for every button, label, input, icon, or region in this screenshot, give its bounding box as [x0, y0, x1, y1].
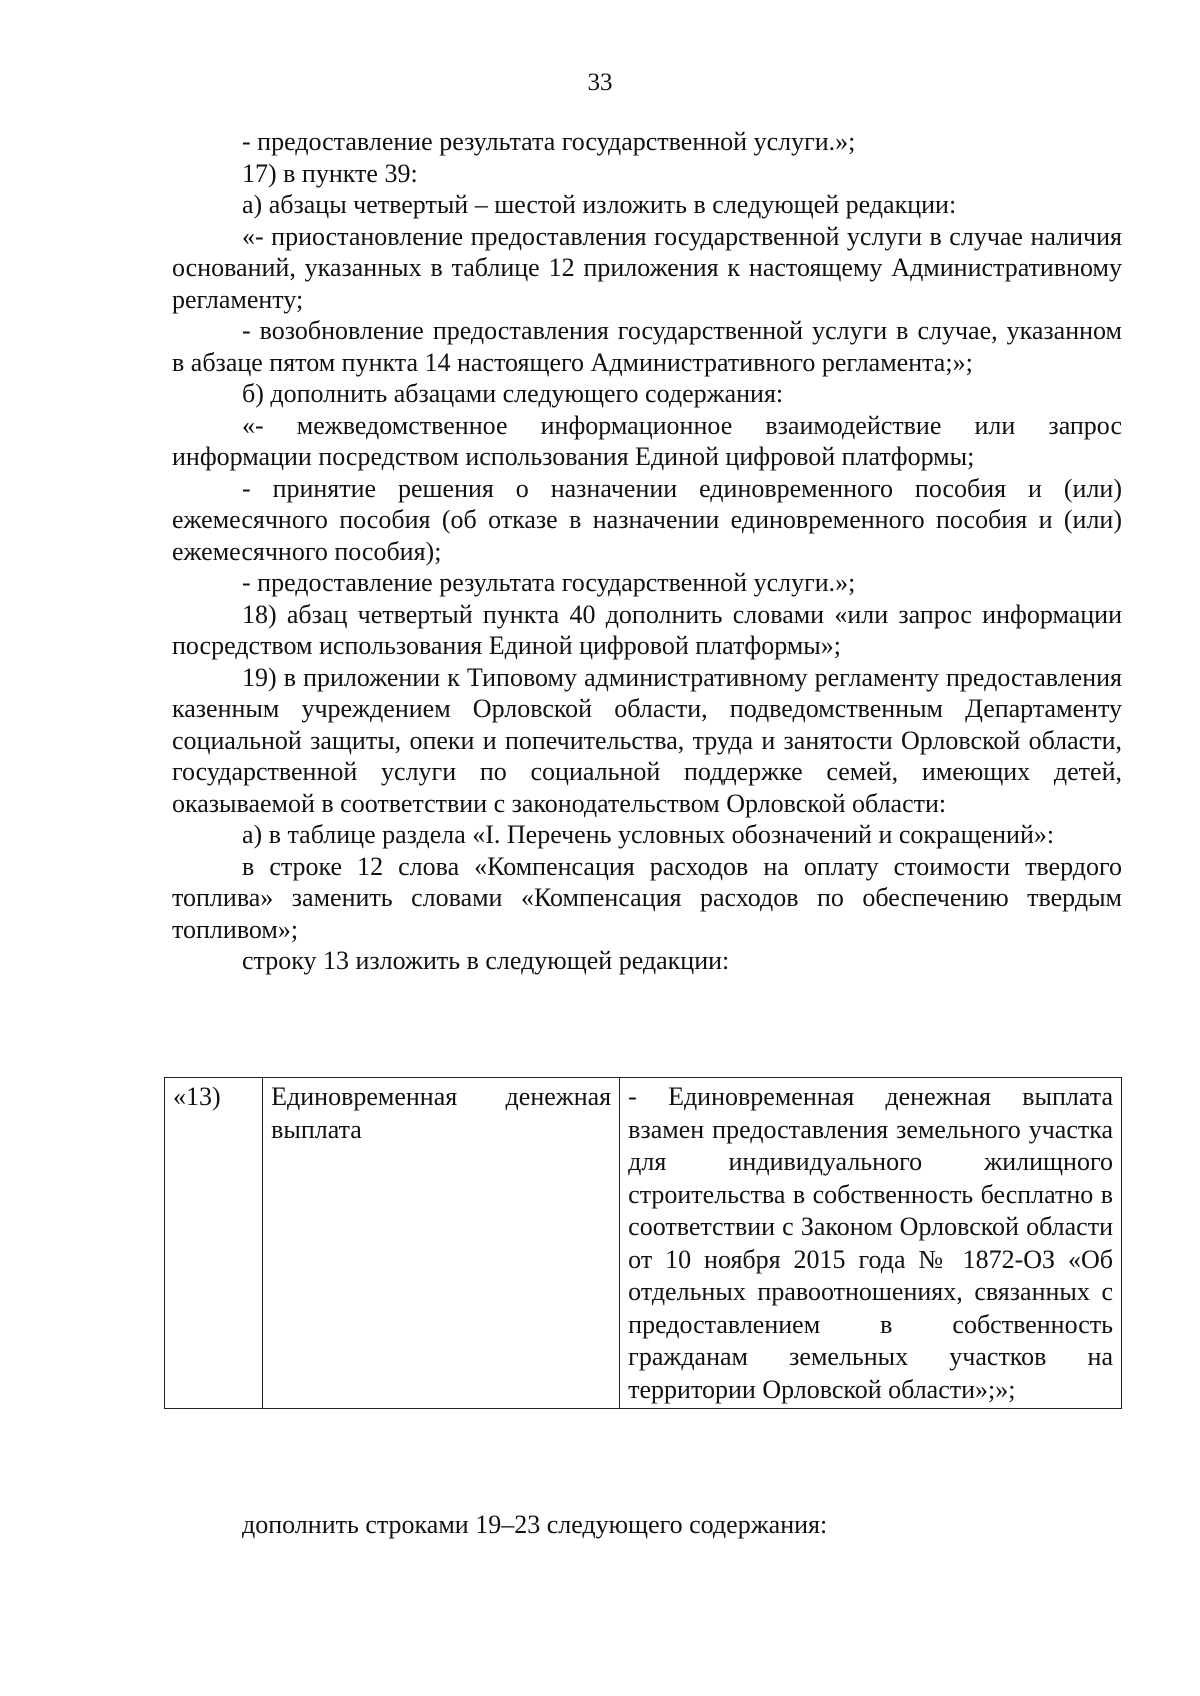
paragraph: - предоставление результата государственной услуги.»; — [242, 127, 856, 156]
paragraph: строку 13 изложить в следующей редакции: — [242, 946, 730, 975]
paragraph: 17) в пункте 39: — [242, 158, 418, 188]
paragraph: - предоставление результата государственной услуги.»; — [242, 568, 856, 597]
paragraph: а) абзацы четвертый – шестой изложить в следующей редакции: — [242, 190, 957, 219]
paragraph: - возобновление предоставления государственной услуги в случае, указанном в абзаце пятом пункта 14 настоящего Административного регламента;»; — [172, 316, 1122, 377]
document-body — [172, 126, 1122, 977]
amendment-table — [164, 1077, 1122, 1409]
paragraph: 18) абзац четвертый пункта 40 дополнить словами «или запрос информации посредством использования Единой цифровой платформы»; — [172, 599, 1122, 660]
page-number: 33 — [587, 69, 613, 96]
paragraph: «- межведомственное информационное взаимодействие или запрос информации посредством использования Единой цифровой платформы; — [172, 410, 1122, 471]
row-number-cell: «13) — [165, 1078, 263, 1409]
closing-paragraph: дополнить строками 19–23 следующего содержания: — [242, 1510, 828, 1539]
paragraph: а) в таблице раздела «I. Перечень условных обозначений и сокращений»: — [242, 820, 1055, 849]
paragraph: «- приостановление предоставления государственной услуги в случае наличия оснований, указанных в таблице 12 приложения к настоящему Административному регламенту; — [172, 221, 1122, 314]
row-name-cell: Единовременная денежная выплата — [263, 1078, 620, 1409]
paragraph: 19) в приложении к Типовому административному регламенту предоставления казенным учреждением Орловской области, подведомственным Департаменту социальной защиты, опеки и попечительства, труда и занятости Орловской области, государственной услуги по социальной поддержке семей, имеющих детей, оказываемой в соответствии с законодательством Орловской области: — [172, 662, 1122, 818]
paragraph: б) дополнить абзацами следующего содержания: — [242, 379, 784, 408]
row-description-cell: - Единовременная денежная выплата взамен предоставления земельного участка для индивидуального жилищного строительства в собственность бесплатно в соответствии с Законом Орловской области от 10 ноября 2015 года № 1872-ОЗ «Об отдельных правоотношениях, связанных с предоставлением в собственность гражданам земельных участков на территории Орловской области»;»; — [620, 1078, 1122, 1409]
table-row — [165, 1078, 1122, 1409]
paragraph: в строке 12 слова «Компенсация расходов на оплату стоимости твердого топлива» заменить словами «Компенсация расходов по обеспечению твердым топливом»; — [172, 851, 1122, 944]
paragraph: - принятие решения о назначении единовременного пособия и (или) ежемесячного пособия (об отказе в назначении единовременного пособия и (или) ежемесячного пособия); — [172, 473, 1122, 566]
